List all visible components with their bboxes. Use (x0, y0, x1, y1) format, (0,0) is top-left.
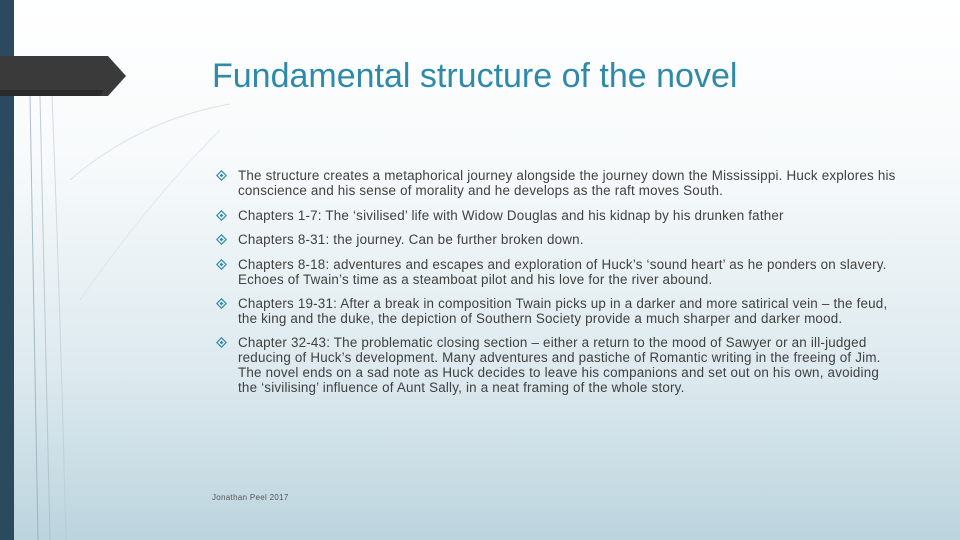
bullet-list (212, 168, 900, 395)
bullet-text: Chapters 19-31: After a break in composition Twain picks up in a darker and more satirical vein – the feud, the king and the duke, the depiction of Southern Society provide a much sharper and darker mood. (238, 296, 888, 326)
diamond-outline-icon (216, 298, 227, 309)
diamond-outline-icon (216, 170, 227, 181)
footer-author: Jonathan Peel 2017 (212, 493, 289, 502)
bullet-text: The structure creates a metaphorical journey alongside the journey down the Mississippi. Huck explores his conscience and his sense of morality and he develops as the raft moves South. (238, 168, 896, 198)
diamond-outline-icon (216, 210, 227, 221)
bullet-item (212, 335, 900, 395)
bullet-item (212, 168, 900, 198)
bullet-item (212, 296, 900, 326)
bullet-text: Chapter 32-43: The problematic closing section – either a return to the mood of Sawyer or an ill-judged reducing of Huck’s development. Many adventures and pastiche of Romantic writing in the freeing of Jim. The novel ends on a sad note as Huck decides to leave his companions and set out on his own, avoiding the ‘sivilising’ influence of Aunt Sally, in a neat framing of the whole story. (238, 335, 881, 395)
bullet-text: Chapters 8-18: adventures and escapes and exploration of Huck’s ‘sound heart’ as he ponders on slavery. Echoes of Twain’s time as a steamboat pilot and his love for the river abound. (238, 257, 887, 287)
diamond-outline-icon (216, 259, 227, 270)
bullet-item (212, 232, 900, 247)
diamond-outline-icon (216, 234, 227, 245)
bullet-text: Chapters 1-7: The ‘sivilised’ life with Widow Douglas and his kidnap by his drunken father (238, 208, 784, 223)
bullet-item (212, 257, 900, 287)
slide-title: Fundamental structure of the novel (212, 57, 738, 95)
title-pointer-shape (0, 56, 126, 96)
bullet-item (212, 208, 900, 223)
bullet-text: Chapters 8-31: the journey. Can be further broken down. (238, 232, 584, 247)
diamond-outline-icon (216, 337, 227, 348)
